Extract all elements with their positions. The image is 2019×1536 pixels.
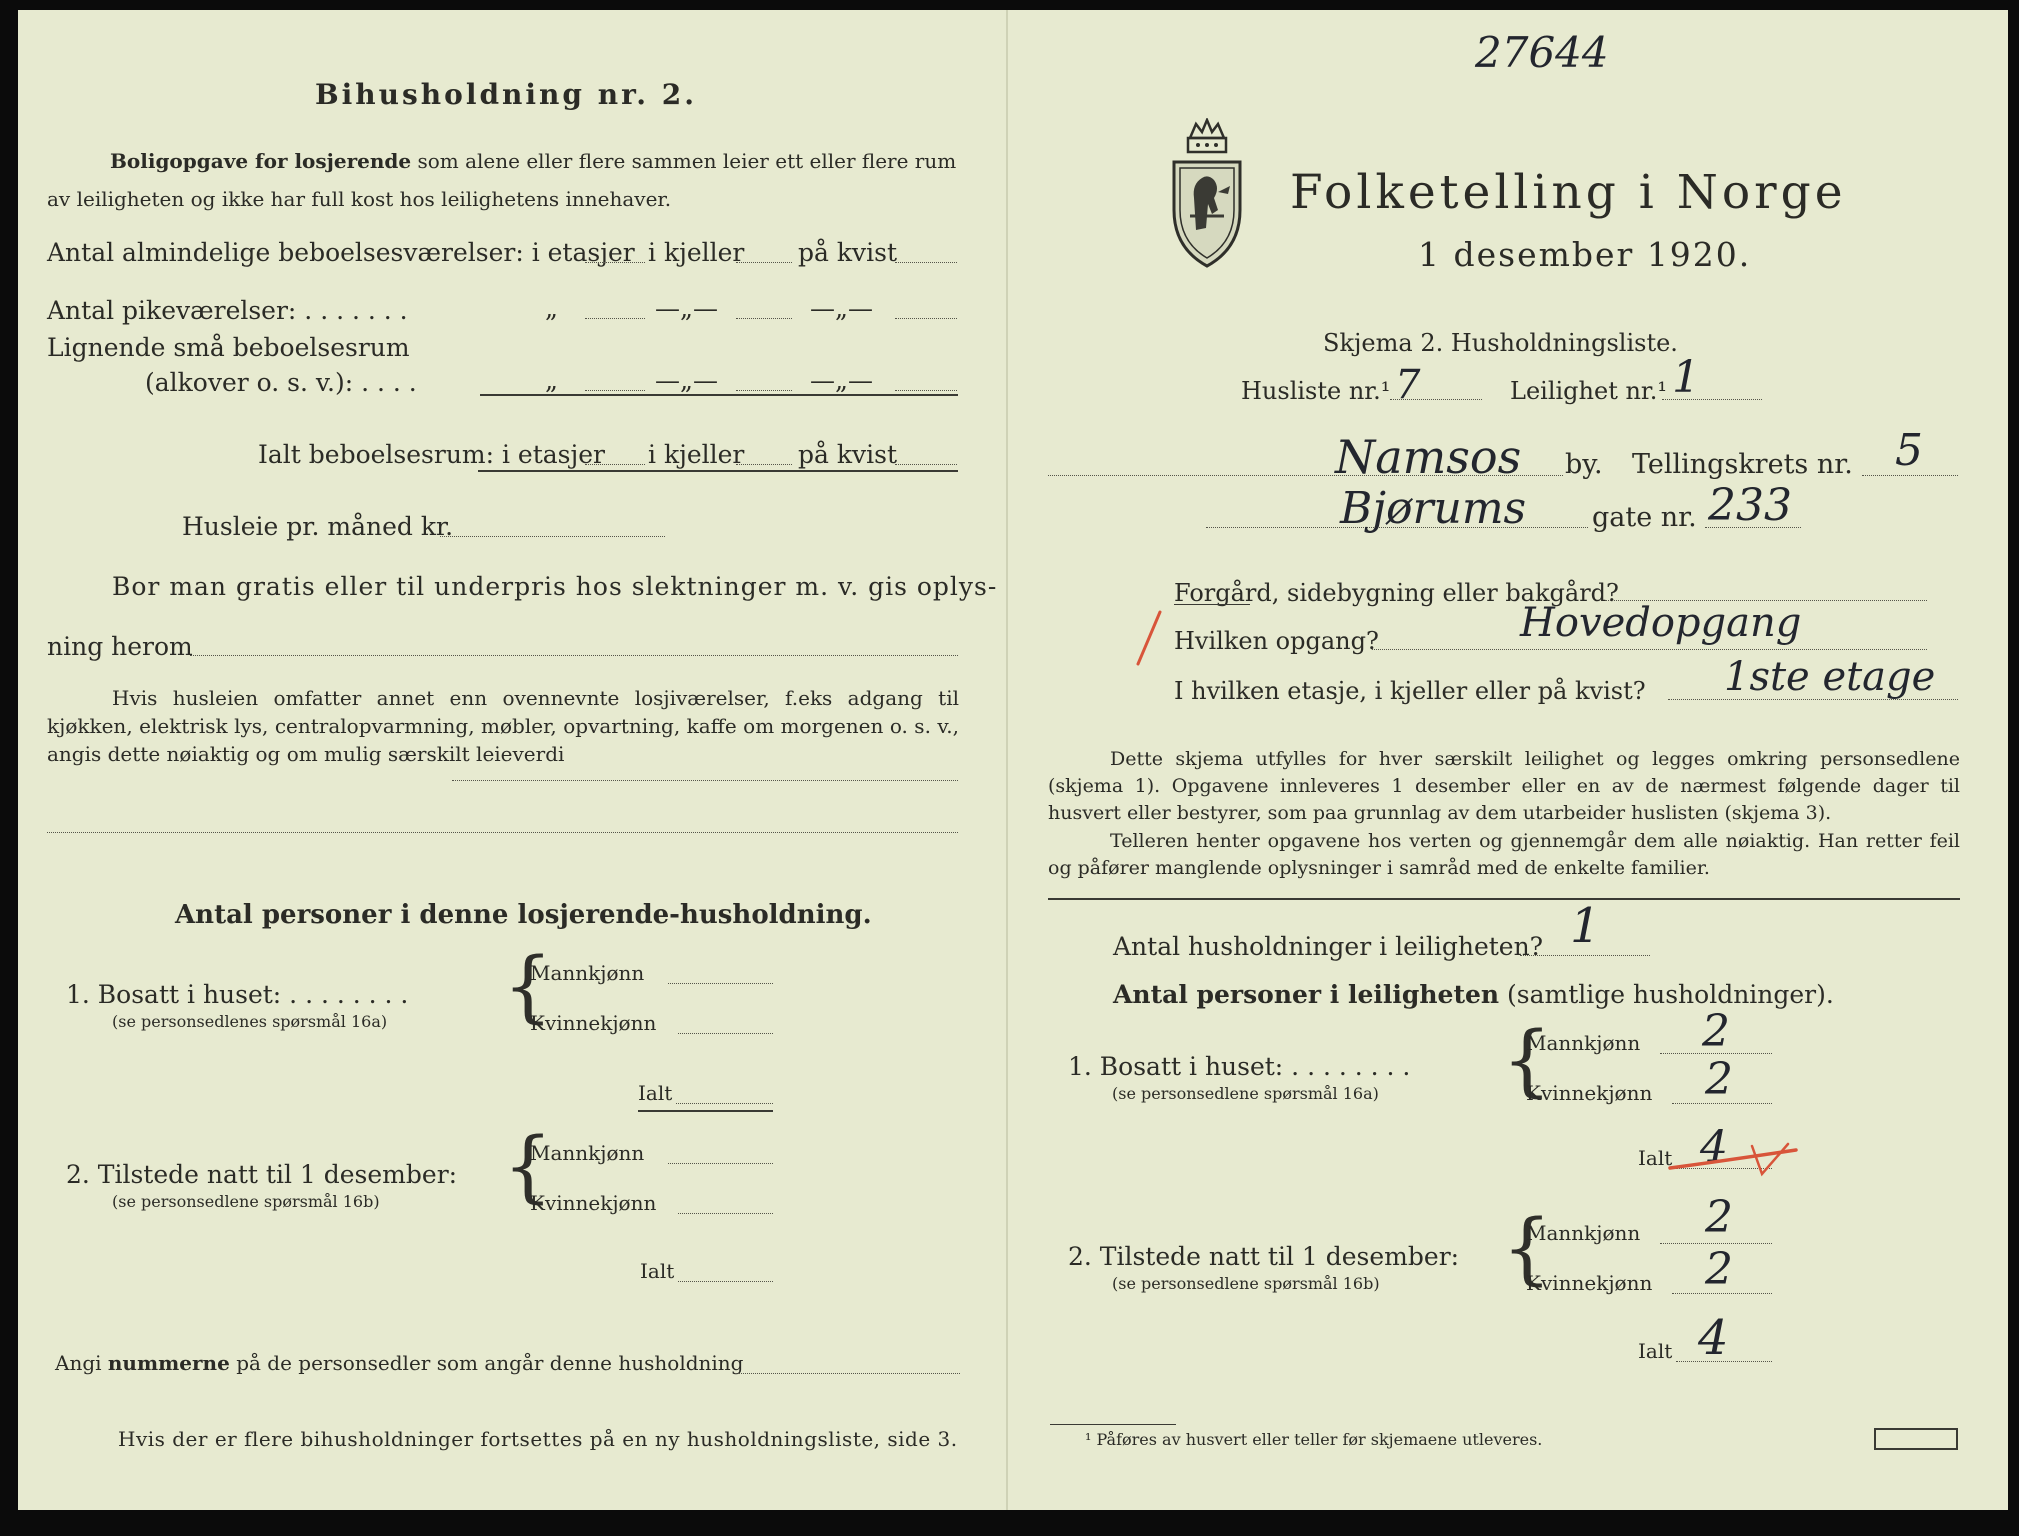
- right-q2-female-value[interactable]: 2: [1705, 1244, 1733, 1295]
- pike-kjeller-field[interactable]: [736, 318, 792, 319]
- pike-kvist-field[interactable]: [895, 318, 957, 319]
- page-fold: [1006, 10, 1008, 1510]
- etasje-value[interactable]: 1ste etage: [1724, 654, 1936, 700]
- right-q1-brace: {: [1502, 1016, 1552, 1106]
- rooms-kvist-field[interactable]: [895, 262, 957, 263]
- by-label: by.: [1565, 449, 1603, 480]
- right-q2-label: 2. Tilstede natt til 1 desember:: [1068, 1242, 1460, 1271]
- rooms-kjeller-field[interactable]: [736, 262, 792, 263]
- left-q1-total-rule: [638, 1110, 773, 1112]
- households-field[interactable]: [1520, 955, 1650, 956]
- left-footer: Hvis der er flere bihusholdninger fortsettes på en ny husholdningsliste, side 3.: [118, 1427, 958, 1451]
- rent-label: Husleie pr. måned kr.: [182, 512, 454, 541]
- left-persons-heading: Antal personer i denne losjerende-husholdning.: [175, 900, 872, 930]
- left-q2-label: 2. Tilstede natt til 1 desember:: [66, 1160, 458, 1189]
- opgang-label: Hvilken opgang?: [1174, 627, 1379, 655]
- small-ditto-1: „: [545, 366, 558, 395]
- left-title: Bihusholdning nr. 2.: [315, 78, 697, 111]
- opgang-value[interactable]: Hovedopgang: [1520, 600, 1802, 646]
- printer-stamp: [1874, 1428, 1958, 1450]
- husliste-value[interactable]: 7: [1395, 362, 1421, 408]
- red-pencil-mark: [1130, 608, 1170, 668]
- right-title: Folketelling i Norge: [1290, 165, 1847, 220]
- city-value[interactable]: Namsos: [1335, 430, 1522, 484]
- pike-etasjer-field[interactable]: [585, 318, 645, 319]
- leilighet-value[interactable]: 1: [1672, 352, 1700, 403]
- intro-line-1: [110, 148, 956, 174]
- free-line-2: ning herom: [47, 632, 193, 661]
- norway-coat-of-arms-icon: [1168, 118, 1246, 270]
- small-ditto-3: —„—: [810, 366, 873, 395]
- total-kvist-field[interactable]: [895, 464, 957, 465]
- krets-value[interactable]: 5: [1895, 425, 1923, 476]
- small-kjeller-field[interactable]: [736, 390, 792, 391]
- pike-ditto-1: „: [545, 294, 558, 323]
- right-q1-male-value[interactable]: 2: [1702, 1006, 1730, 1057]
- left-q1-total-label: Ialt: [638, 1081, 673, 1105]
- numbers-field[interactable]: [738, 1373, 960, 1374]
- intro-rest: som alene eller flere sammen leier ett eller flere rum: [417, 149, 957, 173]
- small-rooms-label-2: (alkover o. s. v.): . . . .: [145, 368, 417, 397]
- left-q2-male-label: Mannkjønn: [530, 1141, 645, 1165]
- right-q2-total-label: Ialt: [1638, 1339, 1673, 1363]
- rooms-label: Antal almindelige beboelsesværelser: i etasjer: [47, 238, 635, 267]
- pike-ditto-2: —„—: [655, 294, 718, 323]
- right-divider: [1048, 898, 1960, 900]
- total-rule: [478, 470, 958, 472]
- left-q2-brace: {: [503, 1122, 553, 1212]
- left-q1-female-field[interactable]: [678, 1033, 773, 1034]
- husliste-label: Husliste nr.¹: [1241, 377, 1391, 405]
- left-q1-male-label: Mannkjønn: [530, 961, 645, 985]
- total-kvist-label: på kvist: [798, 440, 897, 469]
- households-label: Antal husholdninger i leiligheten?: [1113, 932, 1544, 961]
- right-q2-male-label: Mannkjønn: [1526, 1221, 1641, 1245]
- left-q2-male-field[interactable]: [668, 1163, 773, 1164]
- info-paragraph-1: Dette skjema utfylles for hver særskilt leilighet og legges omkring personsedlene (skjema 1). Opgavene innleveres 1 desember eller en av de nærmest følgende dager til husvert eller bestyrer, som paa grunnlag av dem utarbeider huslisten (skjema 3).: [1048, 748, 1960, 824]
- pike-ditto-3: —„—: [810, 294, 873, 323]
- krets-label: Tellingskrets nr.: [1632, 449, 1853, 480]
- schema-label: Skjema 2. Husholdningsliste.: [1323, 329, 1678, 357]
- left-q2-total-field[interactable]: [678, 1281, 773, 1282]
- free-field[interactable]: [190, 655, 958, 656]
- left-q1-brace: {: [503, 942, 553, 1032]
- right-q1-male-label: Mannkjønn: [1526, 1031, 1641, 1055]
- numbers-label-bold: nummerne: [107, 1351, 230, 1375]
- rooms-kjeller-label: i kjeller: [648, 238, 745, 267]
- opgang-field[interactable]: [1372, 649, 1927, 650]
- right-q1-female-value[interactable]: 2: [1705, 1054, 1733, 1105]
- persons-rest: (samtlige husholdninger).: [1507, 980, 1834, 1009]
- pike-label: Antal pikeværelser: . . . . . . .: [47, 296, 408, 325]
- etasje-label: I hvilken etasje, i kjeller eller på kvist?: [1174, 677, 1646, 705]
- sum-rule: [480, 394, 958, 396]
- left-q1-female-label: Kvinnekjønn: [530, 1011, 657, 1035]
- right-q1-female-label: Kvinnekjønn: [1526, 1081, 1653, 1105]
- archive-number: 27644: [1475, 28, 1609, 77]
- forgaard-label: Forgård, sidebygning eller bakgård?: [1174, 579, 1619, 607]
- right-q2-total-value[interactable]: 4: [1698, 1310, 1729, 1366]
- left-q2-sub: (se personsedlene spørsmål 16b): [112, 1192, 380, 1211]
- info-paragraph-2: Telleren henter opgavene hos verten og gjennemgår dem alle nøiaktig. Han retter feil og påfører manglende oplysninger i samråd med de enkelte familier.: [1048, 830, 1960, 879]
- extras-field[interactable]: [452, 780, 958, 781]
- extras-paragraph: Hvis husleien omfatter annet enn ovennevnte losjiværelser, f.eks adgang til kjøkken, elektrisk lys, centralopvarmning, møbler, opvartning, kaffe om morgenen o. s. v., angis dette nøiaktig og om mulig særskilt leieverdi: [47, 686, 959, 766]
- street-value[interactable]: Bjørums: [1340, 483, 1527, 534]
- left-q1-male-field[interactable]: [668, 983, 773, 984]
- small-rooms-label-1: Lignende små beboelsesrum: [47, 333, 410, 362]
- gate-value[interactable]: 233: [1708, 480, 1792, 531]
- numbers-label: [55, 1350, 743, 1376]
- right-q2-brace: {: [1502, 1204, 1552, 1294]
- small-kvist-field[interactable]: [895, 390, 957, 391]
- intro-line-2: av leiligheten og ikke har full kost hos leilighetens innehaver.: [47, 187, 672, 211]
- left-q2-female-field[interactable]: [678, 1213, 773, 1214]
- small-ditto-2: —„—: [655, 366, 718, 395]
- right-q1-total-label: Ialt: [1638, 1146, 1673, 1170]
- right-q2-female-label: Kvinnekjønn: [1526, 1271, 1653, 1295]
- footnote-rule: [1050, 1424, 1176, 1425]
- households-value[interactable]: 1: [1570, 898, 1601, 954]
- small-etasjer-field[interactable]: [585, 390, 645, 391]
- total-etasjer-field[interactable]: [585, 464, 645, 465]
- intro-bold: Boligopgave for losjerende: [110, 149, 412, 173]
- extras-field-2[interactable]: [47, 832, 958, 833]
- footnote: ¹ Påføres av husvert eller teller før skjemaene utleveres.: [1085, 1430, 1543, 1449]
- left-q2-female-label: Kvinnekjønn: [530, 1191, 657, 1215]
- right-q1-sub: (se personsedlene spørsmål 16a): [1112, 1084, 1379, 1103]
- numbers-label-1: Angi: [55, 1351, 102, 1375]
- total-kjeller-label: i kjeller: [648, 440, 745, 469]
- total-rooms-label: Ialt beboelsesrum: i etasjer: [258, 440, 606, 469]
- rooms-etasjer-field[interactable]: [585, 262, 645, 263]
- left-q1-sub: (se personsedlenes spørsmål 16a): [112, 1012, 388, 1031]
- forgaard-underline: [1174, 604, 1250, 605]
- left-q2-total-label: Ialt: [640, 1259, 675, 1283]
- numbers-label-2: på de personsedler som angår denne husholdning: [236, 1351, 744, 1375]
- right-q1-total-value[interactable]: 4: [1700, 1122, 1728, 1173]
- left-q1-label: 1. Bosatt i huset: . . . . . . . .: [66, 980, 409, 1009]
- total-kjeller-field[interactable]: [736, 464, 792, 465]
- right-q2-sub: (se personsedlene spørsmål 16b): [1112, 1274, 1380, 1293]
- free-line-1: Bor man gratis eller til underpris hos slektninger m. v. gis oplys-: [112, 572, 998, 601]
- rent-field[interactable]: [440, 536, 665, 537]
- census-date: 1 desember 1920.: [1418, 235, 1752, 274]
- gate-label: gate nr.: [1592, 502, 1697, 533]
- left-q1-total-field[interactable]: [676, 1103, 773, 1104]
- red-correction-strike: [1666, 1138, 1806, 1188]
- leilighet-label: Leilighet nr.¹: [1510, 377, 1668, 405]
- persons-bold: Antal personer i leiligheten: [1113, 980, 1500, 1009]
- right-q1-label: 1. Bosatt i huset: . . . . . . . .: [1068, 1052, 1411, 1081]
- rooms-kvist-label: på kvist: [798, 238, 897, 267]
- right-q2-male-value[interactable]: 2: [1705, 1192, 1733, 1243]
